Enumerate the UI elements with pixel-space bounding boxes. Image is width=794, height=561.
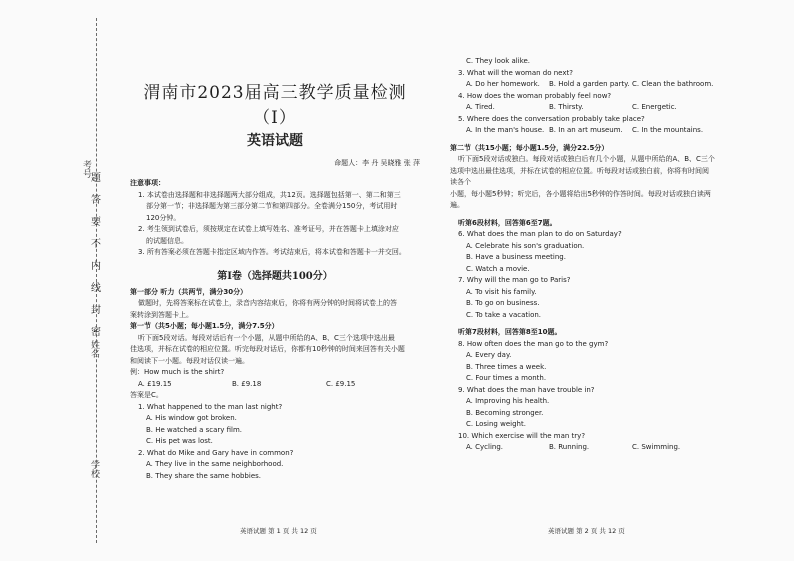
right-page [450,56,715,454]
option: A. Cycling. [466,443,503,451]
option: B. Thirsty. [549,103,584,111]
question: 8. How often does the man go to the gym? [458,339,609,348]
note-line: 部分第一节；非选择题为第三部分第二节和第四部分。全卷满分150分，考试用时 [146,202,398,210]
option: A. To visit his family. [466,287,537,296]
option: A. They live in the same neighborhood. [146,460,284,468]
example-question: 例：How much is the shirt? [130,368,225,376]
option: A. Improving his health. [466,397,550,405]
question: 9. What does the man have trouble in? [458,385,595,394]
options-row [450,102,715,114]
option: B. Have a business meeting. [466,253,566,261]
note-line: 3. 所有答案必须在答题卡指定区域内作答。考试结束后，将本试卷和答题卡一并交回。 [138,248,406,256]
instruction-line: 佳选项，并标在试卷的相应位置。听完每段对话后，你都有10秒钟的时间来回答有关小题 [130,345,405,353]
option: A. In the man's house. [466,126,545,134]
binding-char: 内 [91,261,101,272]
left-page [130,74,420,482]
option: B. In an art museum. [549,126,623,134]
material-heading: 听第7段材料，回答第8至10题。 [458,328,562,336]
option: A. Tired. [466,103,495,111]
options-row [450,79,715,91]
option: C. Four times a month. [466,374,547,382]
question: 10. Which exercise will the man try? [458,431,586,440]
option: B. They share the same hobbies. [146,471,261,480]
section-heading: 第一节（共5小题；每小题1.5分，满分7.5分） [130,322,279,330]
option: C. They look alike. [466,57,531,65]
authors: 命题人：李 丹 吴晓雅 张 萍 [334,159,420,167]
question: 7. Why will the man go to Paris? [458,276,571,284]
exam-title: 渭南市2023届高三教学质量检测（Ⅰ） [143,83,407,128]
question: 4. How does the woman probably feel now? [458,91,612,100]
instruction-line: 和阅读下一小题。每段对话仅读一遍。 [130,356,249,365]
part-heading: 第一部分 听力（共两节，满分30分） [130,287,248,296]
note-line: 1. 本试卷由选择题和非选择题两大部分组成，共12页。选择题包括第一、第二和第三 [138,190,401,199]
instruction-line: 听下面5段对话或独白。每段对话或独白后有几个小题，从题中所给的A、B、C三个 [458,155,715,163]
option: C. Energetic. [632,103,677,111]
option: C. To take a vacation. [466,310,542,319]
instruction-line: 小题，每小题5秒钟；听完后，各小题将给出5秒钟的作答时间。每段对话或独白读两遍。 [450,189,711,209]
note-line: 120分钟。 [146,213,181,222]
question: 1. What happened to the man last night? [138,402,283,411]
example-answer: 答案是C。 [130,391,163,399]
page-footer-left: 英语试题 第 1 页 共 12 页 [240,527,317,535]
option: B. He watched a scary film. [146,425,243,434]
page-footer-right: 英语试题 第 2 页 共 12 页 [548,527,625,535]
section-heading: 第二节（共15小题；每小题1.5分，满分22.5分） [450,143,609,152]
option: C. His pet was lost. [146,437,213,445]
notes-heading: 注意事项： [130,179,165,187]
option: B. Becoming stronger. [466,408,544,417]
option: B. Running. [549,443,590,451]
option: C. Losing weight. [466,420,526,428]
option: A. Celebrate his son's graduation. [466,241,585,250]
option: C. Watch a movie. [466,264,530,273]
school-label: 学校 [89,460,99,478]
instruction-line: 听下面5段对话。每段对话后有一个小题，从题中所给的A、B、C三个选项中选出最 [138,333,395,342]
option: C. In the mountains. [632,126,704,134]
option: A. His window got broken. [146,414,237,422]
options-row [450,125,715,137]
option: A. Every day. [466,351,512,359]
question: 2. What do Mike and Gary have in common? [138,448,294,457]
option: C. Swimming. [632,443,681,451]
binding-char: 不 [91,239,101,250]
options-row [450,442,715,454]
instruction-line: 选项中选出最佳选项，并标在试卷的相应位置。听每段对话或独白前，你将有时间阅读各个 [450,166,709,186]
option: B. £9.18 [232,379,262,388]
question: 5. Where does the conversation probably take place? [458,114,645,123]
instruction-line: 做题时，先将答案标在试卷上，录音内容结束后，你将有两分钟的时间将试卷上的答 [138,299,397,307]
option: A. £19.15 [138,379,172,388]
option: B. Three times a week. [466,362,547,371]
option: B. To go on business. [466,299,540,307]
binding-char: 答 [91,195,101,206]
name-label: 姓名 [89,340,99,358]
option: A. Do her homework. [466,80,540,88]
option: C. £9.15 [326,379,356,388]
question: 3. What will the woman do next? [458,68,573,77]
note-line: 2. 考生领到试卷后，须按规定在试卷上填写姓名、准考证号，并在答题卡上填涂对应 [138,225,399,233]
binding-char: 线 [91,283,101,294]
exam-number-label: 考号 [81,160,91,178]
option: B. Hold a garden party. [549,80,630,88]
binding-char: 题 [91,173,101,184]
volume-heading: 第Ⅰ卷（选择题共100分） [217,270,333,282]
material-heading: 听第6段材料，回答第6至7题。 [458,218,557,227]
binding-seal-text [86,168,106,344]
note-line: 的试题信息。 [146,236,188,245]
instruction-line: 案转涂到答题卡上。 [130,310,193,319]
binding-char: 封 [91,305,101,316]
binding-char: 要 [91,217,101,228]
example-options [130,379,420,391]
option: C. Clean the bathroom. [632,80,714,88]
binding-char: 密 [91,327,101,338]
question: 6. What does the man plan to do on Saturday? [458,230,622,238]
exam-subject: 英语试题 [247,133,303,149]
